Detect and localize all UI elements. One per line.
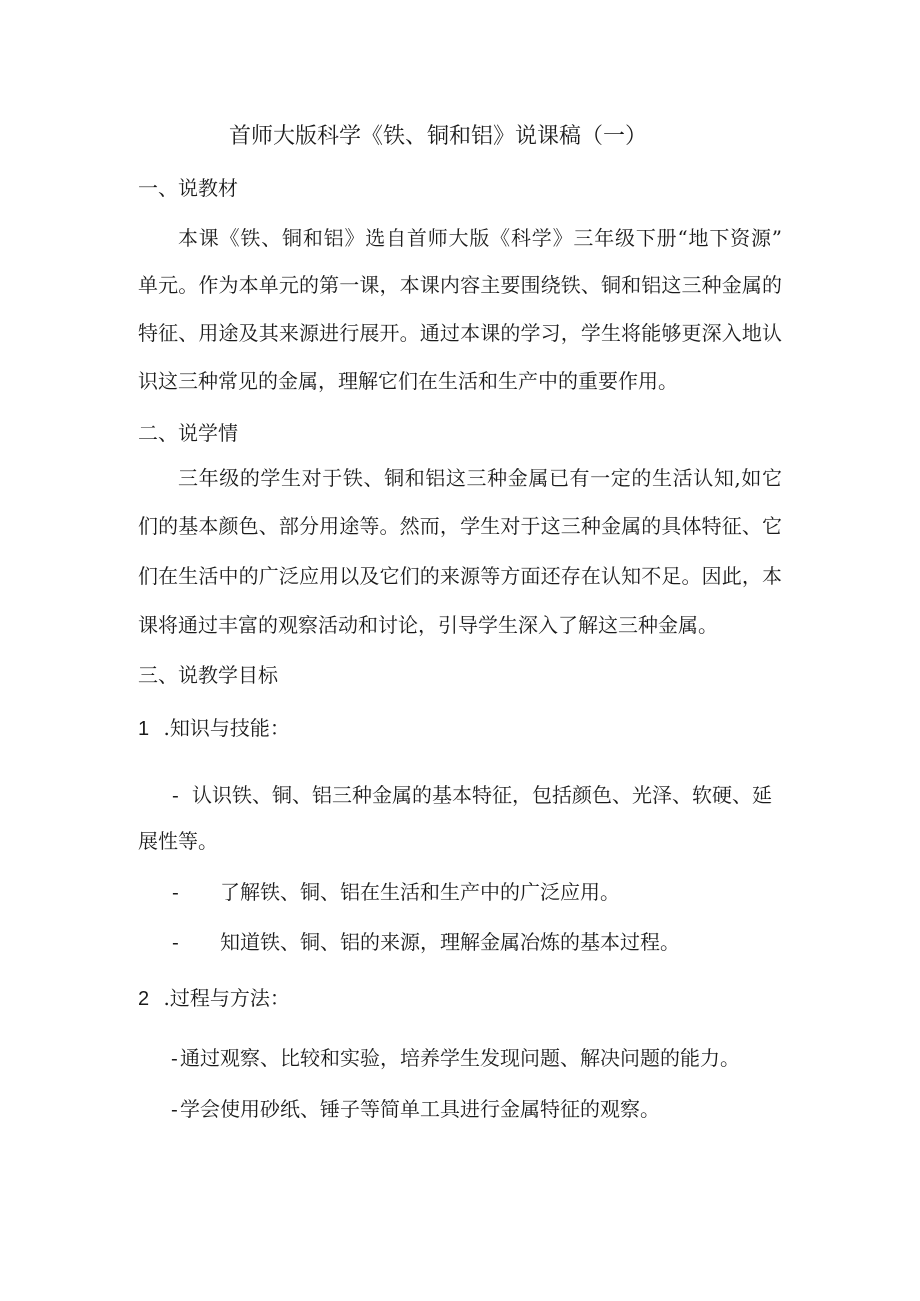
goal-label: .过程与方法： — [163, 986, 290, 1010]
paragraph-line: 们的基本颜色、部分用途等。然而，学生对于这三种金属的具体特征、它 — [138, 514, 782, 538]
paragraph-line: 识这三种常见的金属，理解它们在生活和生产中的重要作用。 — [138, 369, 678, 393]
list-item-line: 展性等。 — [138, 829, 218, 853]
goal-label: .知识与技能： — [163, 716, 290, 740]
paragraph-line: 单元。作为本单元的第一课，本课内容主要围绕铁、铜和铝这三种金属的 — [138, 273, 782, 297]
goal-number: 2 — [138, 988, 150, 1010]
list-item-line: 了解铁、铜、铝在生活和生产中的广泛应用。 — [220, 880, 620, 904]
paragraph-line: 特征、用途及其来源进行展开。通过本课的学习，学生将能够更深入地认 — [138, 321, 782, 345]
list-item-line: 认识铁、铜、铝三种金属的基本特征，包括颜色、光泽、软硬、延 — [192, 783, 772, 807]
paragraph-line: 课将通过丰富的观察活动和讨论，引导学生深入了解这三种金属。 — [138, 613, 718, 637]
list-item-line: 知道铁、铜、铝的来源，理解金属冶炼的基本过程。 — [220, 930, 680, 954]
goal-heading-knowledge — [138, 715, 290, 742]
paragraph-line: 三年级的学生对于铁、铜和铝这三种金属已有一定的生活认知,如它 — [178, 466, 782, 490]
section-heading-goals: 三、说教学目标 — [138, 663, 278, 687]
goal-number: 1 — [138, 718, 150, 740]
section-heading-textbook: 一、说教材 — [138, 176, 238, 200]
list-item-line: 学会使用砂纸、锤子等简单工具进行金属特征的观察。 — [180, 1097, 660, 1121]
list-item-line: 通过观察、比较和实验，培养学生发现问题、解决问题的能力。 — [180, 1046, 740, 1070]
list-dash: - — [172, 880, 179, 904]
goal-heading-process — [138, 985, 290, 1012]
paragraph-line: 本课《铁、铜和铝》选自首师大版《科学》三年级下册“地下资源” — [178, 226, 782, 250]
list-dash: - — [172, 783, 179, 807]
document-title: 首师大版科学《铁、铜和铝》说课稿（一） — [229, 124, 648, 149]
section-heading-students: 二、说学情 — [138, 421, 238, 445]
list-dash: - — [171, 1046, 178, 1070]
list-dash: - — [172, 930, 179, 954]
list-dash: - — [171, 1097, 178, 1121]
paragraph-line: 们在生活中的广泛应用以及它们的来源等方面还存在认知不足。因此，本 — [138, 564, 782, 588]
